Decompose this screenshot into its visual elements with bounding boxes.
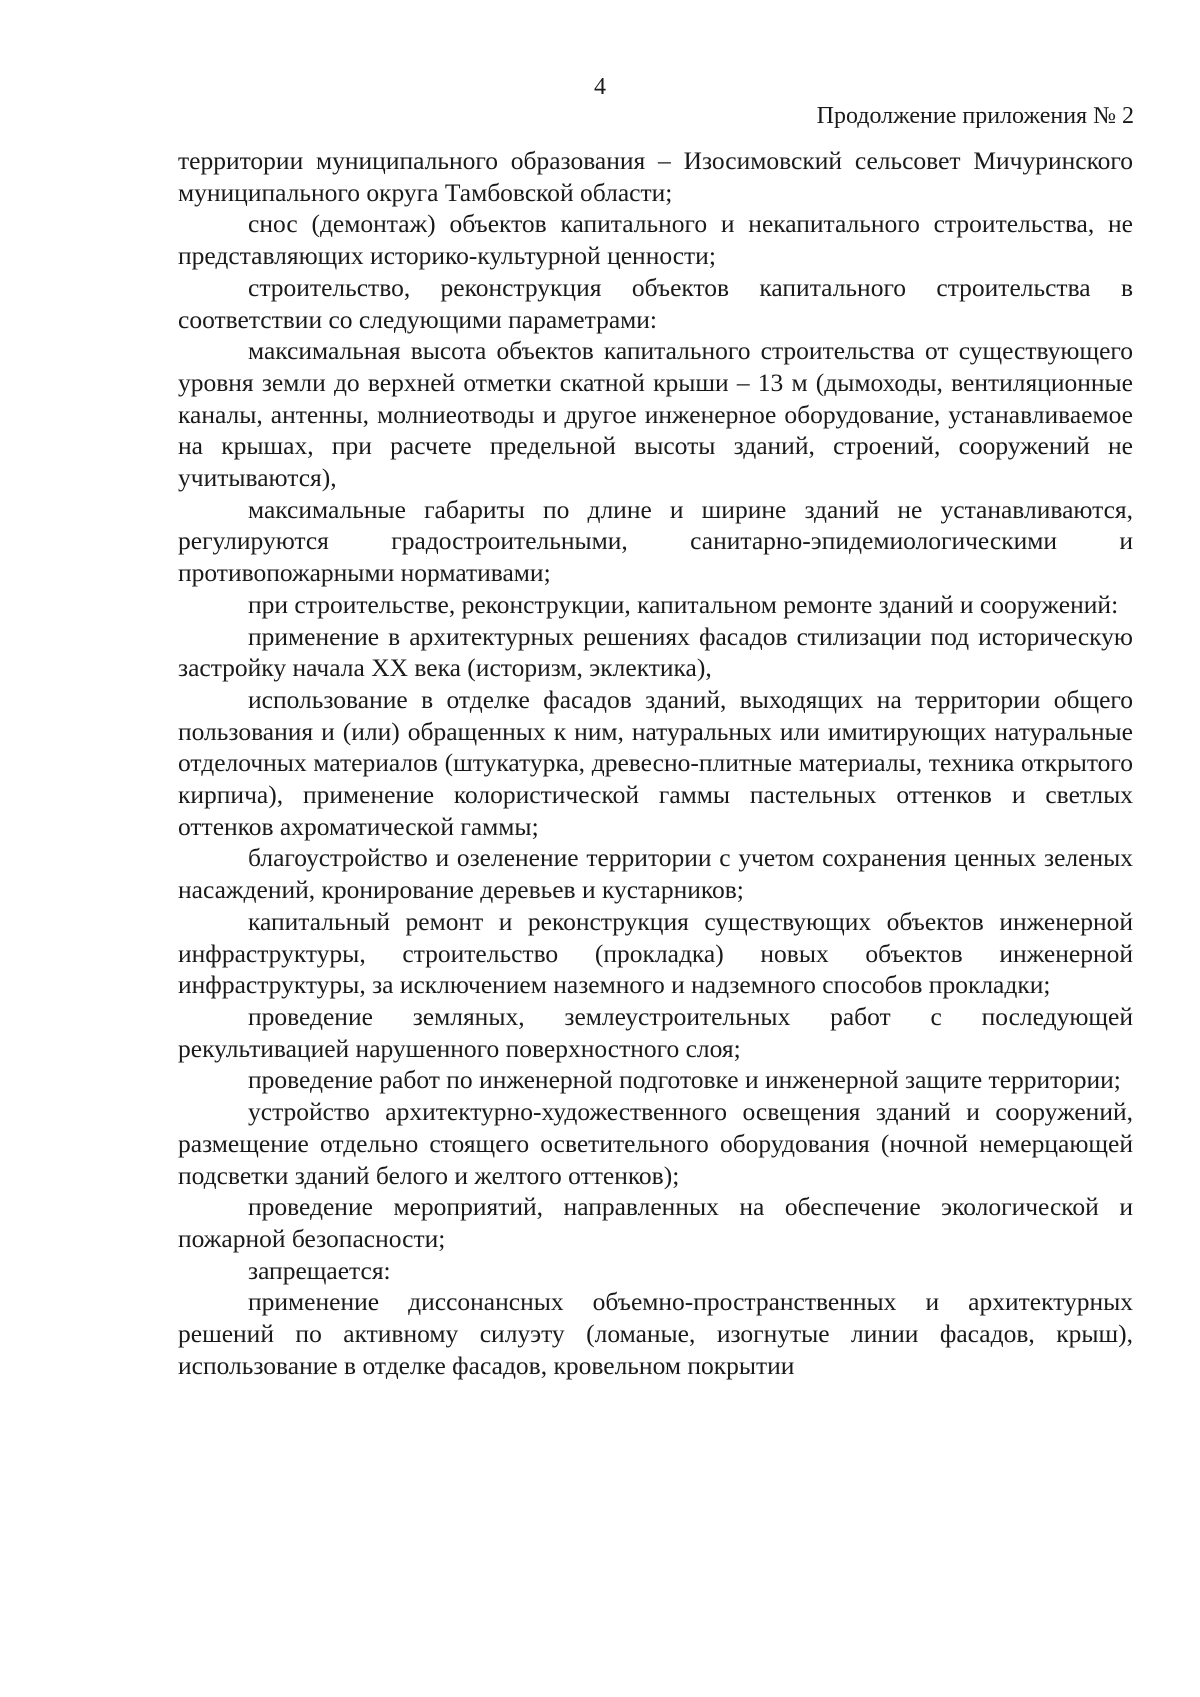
appendix-continuation-heading: Продолжение приложения № 2 xyxy=(816,103,1134,129)
paragraph-facade-stylization: применение в архитектурных решениях фасадов стилизации под историческую застройку начала XX века (историзм, эклектика), xyxy=(178,621,1133,683)
document-body xyxy=(178,145,1133,1381)
paragraph-demolition: снос (демонтаж) объектов капитального и некапитального строительства, не представляющих историко-культурной ценности; xyxy=(178,209,1133,271)
paragraph-max-height: максимальная высота объектов капитального строительства от существующего уровня земли до верхней отметки скатной крыши – 13 м (дымоходы, вентиляционные каналы, антенны, молниеотводы и другое инженерное оборудование, устанавливаемое на крышах, при расчете предельной высоты зданий, строений, сооружений не учитываются), xyxy=(178,336,1133,493)
page-number: 4 xyxy=(594,74,606,100)
paragraph-territory: территории муниципального образования – Изосимовский сельсовет Мичуринского муниципального округа Тамбовской области; xyxy=(178,146,1133,207)
paragraph-during-construction: при строительстве, реконструкции, капитальном ремонте зданий и сооружений: xyxy=(248,589,1119,619)
paragraph-dissonant-solutions: применение диссонансных объемно-пространственных и архитектурных решений по активному силуэту (ломаные, изогнутые линии фасадов, крыш), использование в отделке фасадов, кровельном покрытии xyxy=(178,1287,1133,1380)
paragraph-construction: строительство, реконструкция объектов капитального строительства в соответствии со следующими параметрами: xyxy=(178,272,1133,334)
paragraph-engineering-infrastructure: капитальный ремонт и реконструкция существующих объектов инженерной инфраструктуры, строительство (прокладка) новых объектов инженерной инфраструктуры, за исключением наземного и надземного способов прокладки; xyxy=(178,906,1133,1000)
paragraph-earthworks: проведение земляных, землеустроительных работ с последующей рекультивацией нарушенного поверхностного слоя; xyxy=(178,1001,1133,1063)
paragraph-facade-materials: использование в отделке фасадов зданий, выходящих на территории общего пользования и (или) обращенных к ним, натуральных или имитирующих натуральные отделочных материалов (штукатурка, древесно-плитные материалы, техника открытого кирпича), применение колористической гаммы пастельных оттенков и светлых оттенков ахроматической гаммы; xyxy=(178,684,1133,841)
paragraph-landscaping: благоустройство и озеленение территории с учетом сохранения ценных зеленых насаждений, кронирование деревьев и кустарников; xyxy=(178,843,1133,905)
paragraph-prohibited: запрещается: xyxy=(248,1255,391,1285)
paragraph-engineering-protection: проведение работ по инженерной подготовке и инженерной защите территории; xyxy=(248,1065,1121,1095)
paragraph-max-dimensions: максимальные габариты по длине и ширине зданий не устанавливаются, регулируются градостроительными, санитарно-эпидемиологическими и противопожарными нормативами; xyxy=(178,494,1133,588)
paragraph-safety: проведение мероприятий, направленных на обеспечение экологической и пожарной безопасности; xyxy=(178,1192,1133,1253)
paragraph-lighting: устройство архитектурно-художественного освещения зданий и сооружений, размещение отдельно стоящего осветительного оборудования (ночной немерцающей подсветки зданий белого и желтого оттенков); xyxy=(178,1097,1133,1190)
